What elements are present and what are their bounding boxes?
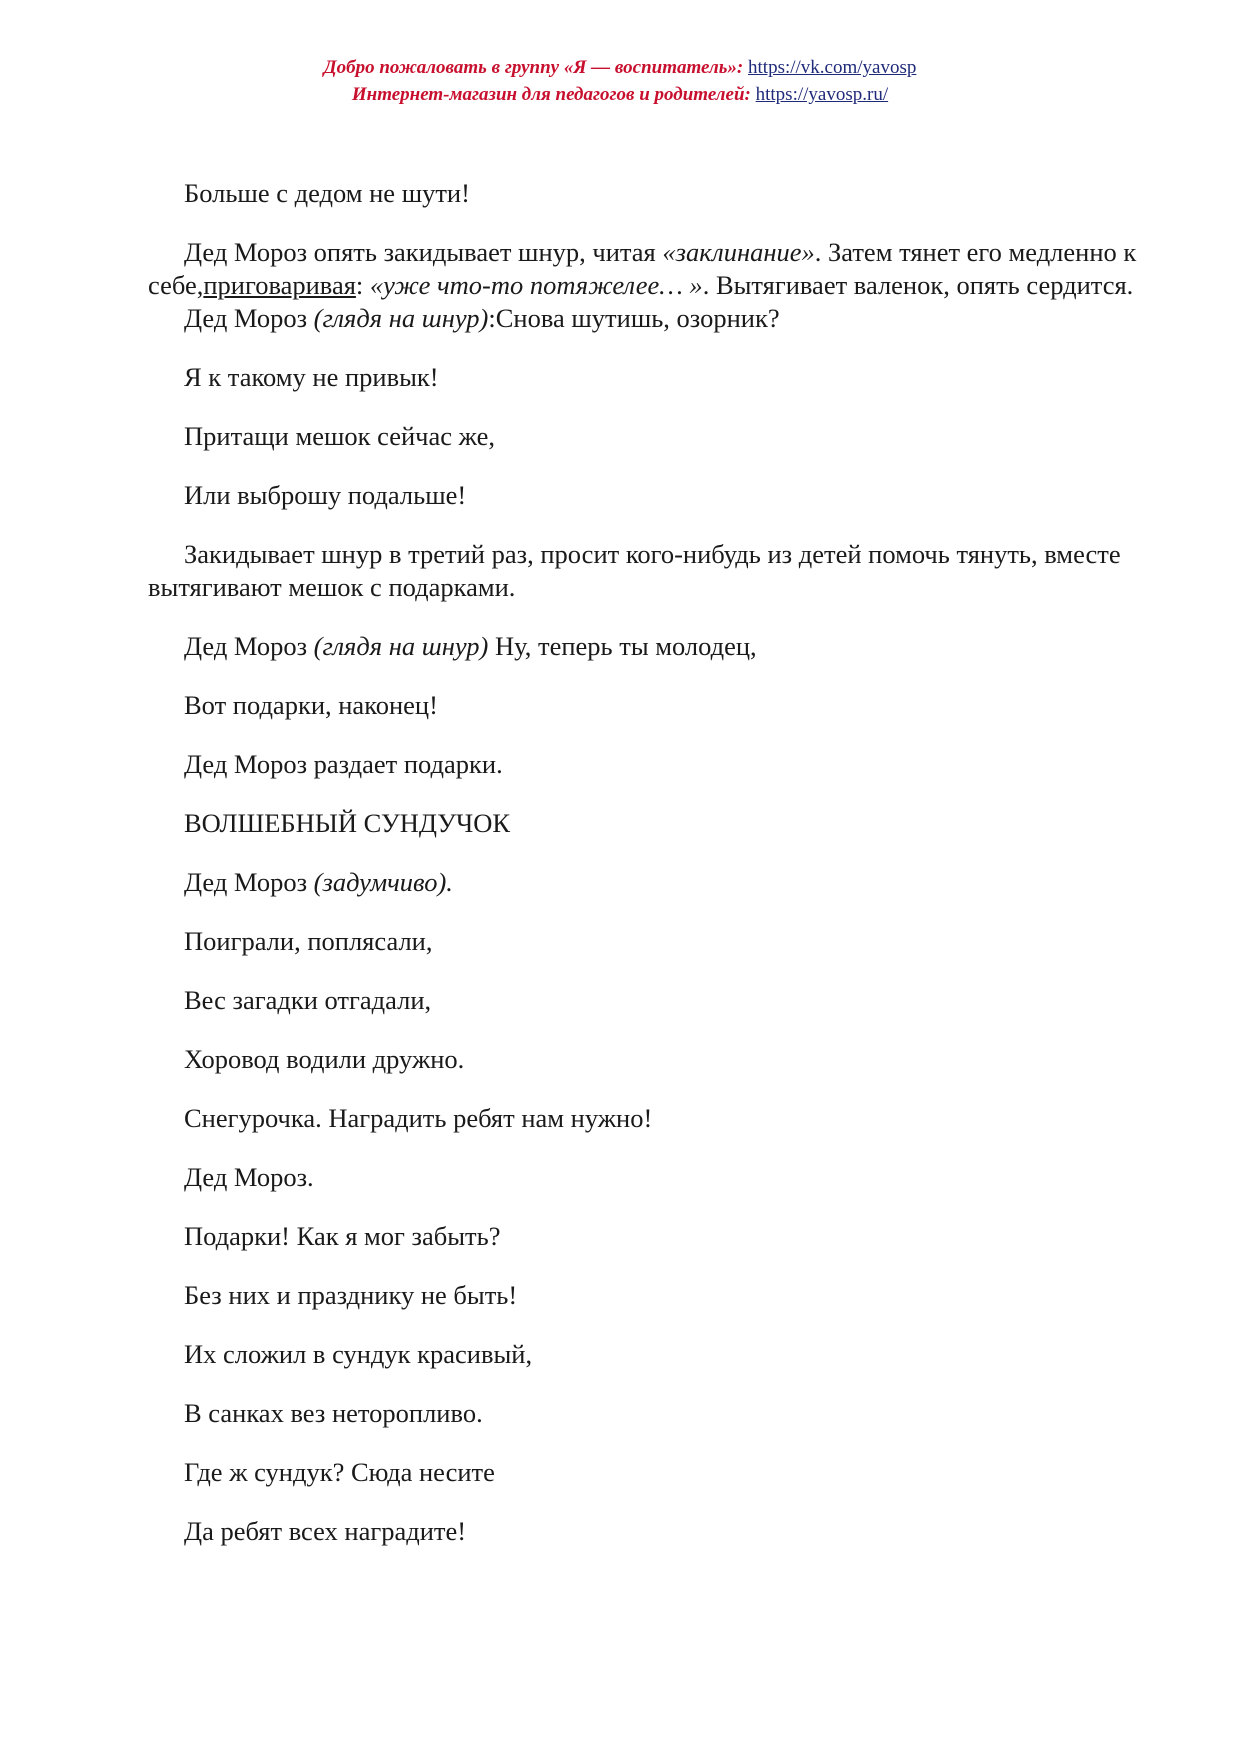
paragraph: Их сложил в сундук красивый,	[184, 1339, 533, 1369]
text-run: :Снова шутишь, озорник?	[488, 303, 780, 333]
paragraph: Дед Мороз.	[184, 1162, 314, 1192]
paragraph: Хоровод водили дружно.	[184, 1044, 465, 1074]
paragraph: Подарки! Как я мог забыть?	[184, 1221, 501, 1251]
text-run: . Вытягивает валенок, опять сердится.	[702, 270, 1134, 300]
paragraph: Без них и празднику не быть!	[184, 1280, 518, 1310]
header-line-2	[0, 81, 1240, 108]
paragraph: Снегурочка. Наградить ребят нам нужно!	[184, 1103, 653, 1133]
text-run: Ну, теперь ты молодец,	[488, 631, 757, 661]
italic-run: (глядя на шнур)	[313, 631, 489, 661]
paragraph	[148, 630, 1138, 663]
italic-run: (глядя на шнур)	[313, 303, 489, 333]
page-header	[0, 54, 1240, 108]
paragraph: Я к такому не привык!	[184, 362, 439, 392]
paragraph: Где ж сундук? Сюда несите	[184, 1457, 495, 1487]
italic-run: «уже что-то потяжелее… »	[369, 270, 703, 300]
paragraph: Притащи мешок сейчас же,	[184, 421, 495, 451]
section-heading: ВОЛШЕБНЫЙ СУНДУЧОК	[184, 808, 511, 838]
text-run: Дед Мороз	[184, 867, 314, 897]
text-run: Дед Мороз опять закидывает шнур, читая	[184, 237, 663, 267]
header-line-1	[0, 54, 1240, 81]
vk-group-link[interactable]: https://vk.com/yavosp	[748, 57, 917, 78]
paragraph	[148, 236, 1138, 302]
text-run: . Затем тянет его медленно к себе,	[148, 237, 1137, 300]
text-run: :	[355, 270, 370, 300]
paragraph: Вес загадки отгадали,	[184, 985, 432, 1015]
shop-link[interactable]: https://yavosp.ru/	[755, 84, 889, 105]
italic-run: «заклинание»	[662, 237, 815, 267]
paragraph: Вот подарки, наконец!	[184, 690, 438, 720]
paragraph: Или выброшу подальше!	[184, 480, 467, 510]
paragraph	[148, 302, 1138, 335]
italic-run: (задумчиво).	[313, 867, 453, 897]
paragraph: Закидывает шнур в третий раз, просит кого-нибудь из детей помочь тянуть, вместе вытягивают мешок с подарками.	[148, 539, 1121, 602]
paragraph: Дед Мороз раздает подарки.	[184, 749, 503, 779]
text-run: Дед Мороз	[184, 303, 314, 333]
document-body	[148, 177, 1138, 1548]
paragraph: Поиграли, поплясали,	[184, 926, 433, 956]
paragraph: Больше с дедом не шути!	[184, 178, 470, 208]
underlined-run: приговаривая	[203, 270, 356, 300]
header-group-invite: Добро пожаловать в группу «Я — воспитатель»:	[323, 57, 744, 78]
paragraph	[148, 866, 1138, 899]
paragraph: Да ребят всех наградите!	[184, 1516, 467, 1546]
text-run: Дед Мороз	[184, 631, 314, 661]
header-shop-invite: Интернет-магазин для педагогов и родителей:	[351, 84, 751, 105]
paragraph: В санках вез неторопливо.	[184, 1398, 483, 1428]
